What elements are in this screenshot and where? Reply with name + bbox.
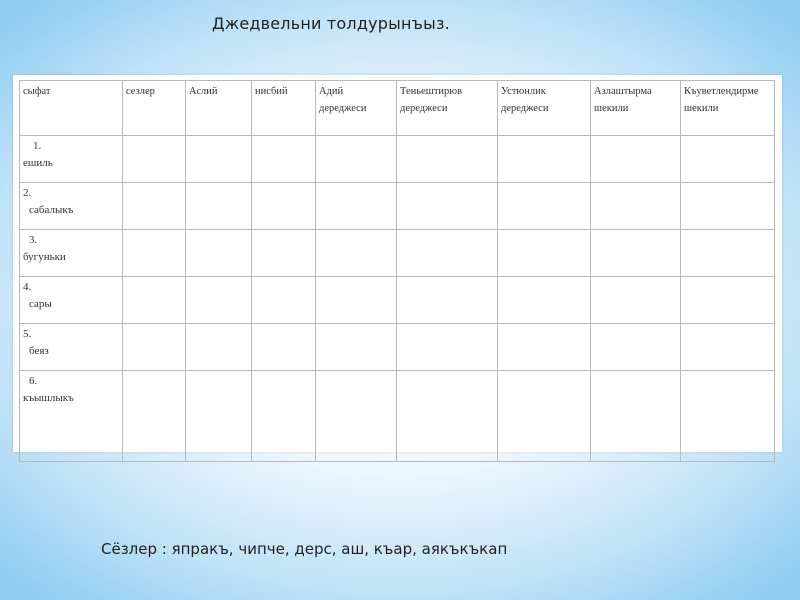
table-row	[20, 371, 775, 462]
row-word: бугуньки	[23, 251, 66, 263]
empty-cell[interactable]	[591, 136, 681, 183]
row-number: 4.	[23, 281, 32, 293]
row-word: сабалыкъ	[29, 204, 74, 216]
row-word: беяз	[29, 345, 49, 357]
adjective-cell	[20, 183, 123, 230]
empty-cell[interactable]	[681, 371, 775, 462]
table-header-row	[20, 81, 775, 136]
empty-cell[interactable]	[252, 183, 316, 230]
header-cell: сыфат	[20, 81, 123, 136]
empty-cell[interactable]	[681, 324, 775, 371]
header-cell: нисбий	[252, 81, 316, 136]
empty-cell[interactable]	[252, 136, 316, 183]
empty-cell[interactable]	[591, 324, 681, 371]
empty-cell[interactable]	[186, 183, 252, 230]
empty-cell[interactable]	[316, 230, 397, 277]
empty-cell[interactable]	[123, 277, 186, 324]
empty-cell[interactable]	[186, 371, 252, 462]
table-row	[20, 183, 775, 230]
empty-cell[interactable]	[591, 183, 681, 230]
empty-cell[interactable]	[681, 230, 775, 277]
empty-cell[interactable]	[186, 230, 252, 277]
row-number: 3.	[29, 234, 38, 246]
worksheet-title: Джедвельни толдурынъыз.	[212, 14, 450, 33]
header-cell: Азлаштырма шекили	[591, 81, 681, 136]
header-cell: Аслий	[186, 81, 252, 136]
adjective-cell	[20, 277, 123, 324]
row-number: 2.	[23, 187, 32, 199]
empty-cell[interactable]	[123, 324, 186, 371]
empty-cell[interactable]	[252, 324, 316, 371]
empty-cell[interactable]	[316, 371, 397, 462]
empty-cell[interactable]	[498, 183, 591, 230]
empty-cell[interactable]	[397, 371, 498, 462]
empty-cell[interactable]	[316, 324, 397, 371]
empty-cell[interactable]	[591, 277, 681, 324]
empty-cell[interactable]	[591, 371, 681, 462]
table-row	[20, 324, 775, 371]
empty-cell[interactable]	[123, 371, 186, 462]
empty-cell[interactable]	[316, 136, 397, 183]
empty-cell[interactable]	[186, 324, 252, 371]
header-cell: Устюнлик дереджеси	[498, 81, 591, 136]
table-row	[20, 230, 775, 277]
empty-cell[interactable]	[498, 136, 591, 183]
adjective-cell	[20, 136, 123, 183]
empty-cell[interactable]	[186, 136, 252, 183]
row-number: 5.	[23, 328, 32, 340]
empty-cell[interactable]	[397, 183, 498, 230]
header-cell: Теньештирюв дереджеси	[397, 81, 498, 136]
empty-cell[interactable]	[681, 136, 775, 183]
adjective-table-container	[13, 75, 782, 452]
row-word: къышлыкъ	[23, 392, 74, 404]
empty-cell[interactable]	[316, 277, 397, 324]
row-word: ешиль	[23, 157, 53, 169]
empty-cell[interactable]	[681, 183, 775, 230]
empty-cell[interactable]	[397, 277, 498, 324]
empty-cell[interactable]	[498, 230, 591, 277]
row-number: 1.	[33, 140, 42, 152]
empty-cell[interactable]	[397, 324, 498, 371]
adjective-table	[19, 80, 775, 462]
empty-cell[interactable]	[316, 183, 397, 230]
row-word: сары	[29, 298, 52, 310]
adjective-cell	[20, 324, 123, 371]
word-list: Сёзлер : япракъ, чипче, дерс, аш, къар, аякъкъкап	[101, 540, 508, 558]
empty-cell[interactable]	[252, 277, 316, 324]
empty-cell[interactable]	[123, 136, 186, 183]
header-cell: Адий дереджеси	[316, 81, 397, 136]
empty-cell[interactable]	[252, 371, 316, 462]
empty-cell[interactable]	[397, 136, 498, 183]
table-row	[20, 136, 775, 183]
empty-cell[interactable]	[186, 277, 252, 324]
empty-cell[interactable]	[498, 371, 591, 462]
adjective-cell	[20, 371, 123, 462]
header-cell: сезлер	[123, 81, 186, 136]
empty-cell[interactable]	[252, 230, 316, 277]
empty-cell[interactable]	[123, 230, 186, 277]
empty-cell[interactable]	[498, 324, 591, 371]
table-row	[20, 277, 775, 324]
empty-cell[interactable]	[591, 230, 681, 277]
row-number: 6.	[29, 375, 38, 387]
empty-cell[interactable]	[397, 230, 498, 277]
empty-cell[interactable]	[498, 277, 591, 324]
empty-cell[interactable]	[681, 277, 775, 324]
header-cell: Къуветлендирме шекили	[681, 81, 775, 136]
empty-cell[interactable]	[123, 183, 186, 230]
adjective-cell	[20, 230, 123, 277]
